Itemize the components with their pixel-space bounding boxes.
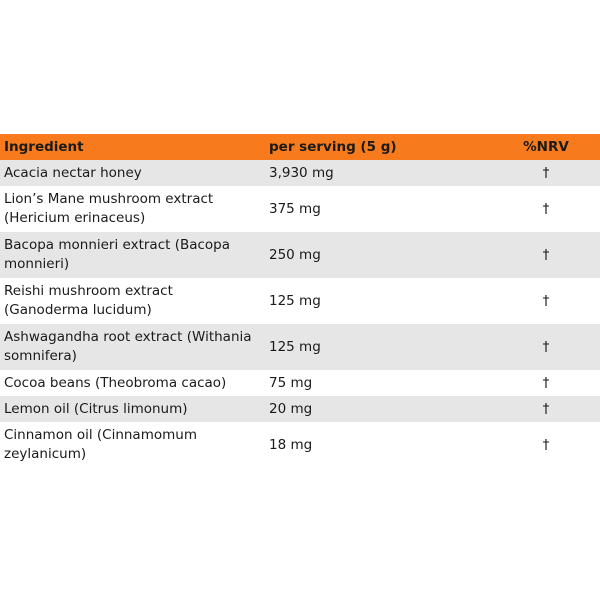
- ingredient-cell: Bacopa monnieri extract (Bacopa monnieri): [4, 237, 231, 272]
- nrv-cell: †: [542, 200, 550, 217]
- table-row: [0, 396, 600, 422]
- ingredients-table: [0, 134, 600, 468]
- amount-cell: 125 mg: [269, 338, 321, 355]
- ingredient-cell: Lemon oil (Citrus limonum): [4, 400, 188, 417]
- table-row: [0, 324, 600, 370]
- header-per-serving: per serving (5 g): [269, 138, 397, 155]
- table-row: [0, 278, 600, 324]
- table-row: [0, 160, 600, 186]
- header-nrv: %NRV: [523, 138, 569, 155]
- ingredient-cell: Reishi mushroom extract (Ganoderma lucidum): [4, 283, 173, 318]
- amount-cell: 250 mg: [269, 246, 321, 263]
- nrv-cell: †: [542, 400, 550, 417]
- ingredient-cell: Cocoa beans (Theobroma cacao): [4, 374, 227, 391]
- amount-cell: 18 mg: [269, 436, 313, 453]
- amount-cell: 125 mg: [269, 292, 321, 309]
- amount-cell: 3,930 mg: [269, 164, 334, 181]
- table-row: [0, 232, 600, 278]
- ingredient-cell: Lion’s Mane mushroom extract (Hericium erinaceus): [4, 191, 214, 226]
- amount-cell: 75 mg: [269, 374, 313, 391]
- nrv-cell: †: [542, 374, 550, 391]
- nrv-cell: †: [542, 292, 550, 309]
- nrv-cell: †: [542, 338, 550, 355]
- nrv-cell: †: [542, 164, 550, 181]
- table-row: [0, 186, 600, 232]
- nrv-cell: †: [542, 246, 550, 263]
- table-header: [0, 134, 600, 160]
- ingredient-cell: Cinnamon oil (Cinnamomum zeylanicum): [4, 427, 197, 462]
- amount-cell: 20 mg: [269, 400, 313, 417]
- ingredient-cell: Acacia nectar honey: [4, 164, 142, 181]
- table-row: [0, 370, 600, 396]
- header-ingredient: Ingredient: [4, 138, 84, 155]
- ingredient-cell: Ashwagandha root extract (Withania somnifera): [4, 329, 252, 364]
- amount-cell: 375 mg: [269, 200, 321, 217]
- nrv-cell: †: [542, 436, 550, 453]
- table-row: [0, 422, 600, 468]
